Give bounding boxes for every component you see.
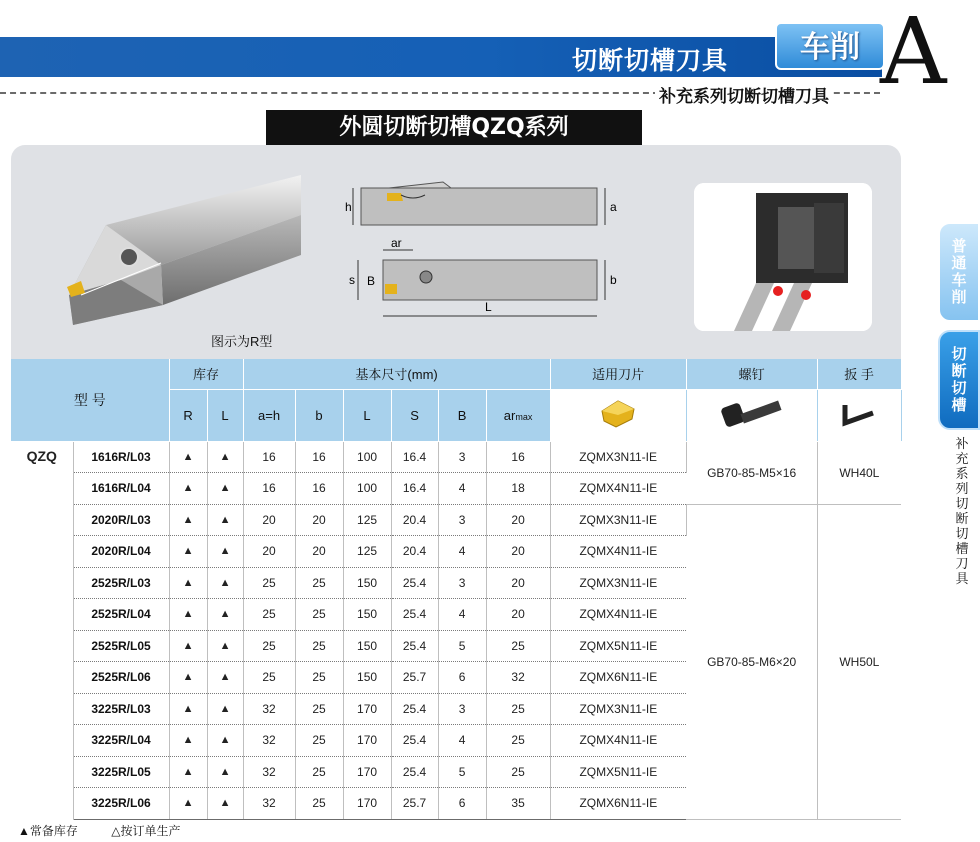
len-cell: 170 — [343, 693, 391, 725]
header-ar-sub: max — [515, 411, 533, 422]
L-cell: ▲ — [207, 599, 243, 631]
dim-L: L — [485, 300, 492, 314]
L-cell: ▲ — [207, 504, 243, 536]
ar-cell: 20 — [486, 599, 550, 631]
header-screw: 螺钉 — [686, 359, 817, 389]
header-R: R — [169, 389, 207, 441]
header-model: 型 号 — [11, 359, 169, 441]
tab-general-turning-label: 普通车削 — [951, 237, 967, 306]
header-L: L — [207, 389, 243, 441]
header-stock: 库存 — [169, 359, 243, 389]
model-code-cell: 3225R/L04 — [73, 725, 169, 757]
model-code-cell: 1616R/L03 — [73, 441, 169, 473]
ar-cell: 35 — [486, 788, 550, 820]
legend — [18, 822, 210, 839]
B-cell: 4 — [438, 599, 486, 631]
b-cell: 25 — [295, 662, 343, 694]
R-cell: ▲ — [169, 788, 207, 820]
S-cell: 20.4 — [391, 504, 438, 536]
S-cell: 25.4 — [391, 725, 438, 757]
insert-icon — [598, 397, 638, 431]
insert-cell: ZQMX5N11-IE — [550, 756, 686, 788]
side-vertical-label: 补充系列切断切槽刀具 — [955, 436, 969, 586]
tab-parting-grooving[interactable] — [938, 330, 980, 430]
len-cell: 170 — [343, 725, 391, 757]
insert-cell: ZQMX5N11-IE — [550, 630, 686, 662]
B-cell: 5 — [438, 630, 486, 662]
L-cell: ▲ — [207, 473, 243, 505]
screw-cell: GB70-85-M6×20 — [686, 504, 817, 819]
ar-cell: 32 — [486, 662, 550, 694]
ar-cell: 18 — [486, 473, 550, 505]
len-cell: 100 — [343, 473, 391, 505]
tab-parting-grooving-label: 切断切槽 — [951, 345, 967, 414]
header-title: 切断切槽刀具 — [572, 46, 729, 75]
ah-cell: 32 — [243, 725, 295, 757]
insert-cell: ZQMX6N11-IE — [550, 788, 686, 820]
L-cell: ▲ — [207, 441, 243, 473]
ar-cell: 20 — [486, 567, 550, 599]
section-title: 外圆切断切槽QZQ系列 — [266, 110, 642, 146]
L-cell: ▲ — [207, 567, 243, 599]
len-cell: 170 — [343, 756, 391, 788]
table-row — [11, 504, 901, 536]
b-cell: 20 — [295, 536, 343, 568]
R-cell: ▲ — [169, 662, 207, 694]
L-cell: ▲ — [207, 630, 243, 662]
ah-cell: 25 — [243, 567, 295, 599]
insert-image-cell — [550, 389, 686, 441]
ah-cell: 20 — [243, 536, 295, 568]
model-code-cell: 2525R/L05 — [73, 630, 169, 662]
len-cell: 150 — [343, 630, 391, 662]
screw-cell: GB70-85-M5×16 — [686, 441, 817, 504]
b-cell: 25 — [295, 630, 343, 662]
S-cell: 25.7 — [391, 662, 438, 694]
dim-B: B — [367, 274, 376, 288]
dim-b: b — [610, 273, 617, 287]
L-cell: ▲ — [207, 725, 243, 757]
ar-cell: 20 — [486, 504, 550, 536]
series-cell: QZQ — [11, 441, 73, 819]
ah-cell: 25 — [243, 599, 295, 631]
len-cell: 100 — [343, 441, 391, 473]
header-S: S — [391, 389, 438, 441]
S-cell: 20.4 — [391, 536, 438, 568]
wrench-cell: WH50L — [817, 504, 901, 819]
R-cell: ▲ — [169, 504, 207, 536]
ar-cell: 25 — [486, 756, 550, 788]
S-cell: 16.4 — [391, 473, 438, 505]
screw-image-cell — [686, 389, 817, 441]
insert-cell: ZQMX3N11-IE — [550, 441, 686, 473]
len-cell: 125 — [343, 504, 391, 536]
insert-cell: ZQMX4N11-IE — [550, 725, 686, 757]
b-cell: 25 — [295, 756, 343, 788]
header-ar-max — [486, 389, 550, 441]
model-code-cell: 3225R/L05 — [73, 756, 169, 788]
B-cell: 4 — [438, 536, 486, 568]
b-cell: 16 — [295, 473, 343, 505]
B-cell: 6 — [438, 662, 486, 694]
ah-cell: 32 — [243, 788, 295, 820]
illustration-panel — [11, 145, 901, 359]
ar-cell: 25 — [486, 693, 550, 725]
header-letter: A — [880, 0, 947, 105]
len-cell: 150 — [343, 567, 391, 599]
ar-cell: 20 — [486, 536, 550, 568]
header-band — [0, 37, 882, 77]
table-body — [11, 441, 901, 819]
illustration-caption: 图示为R型 — [211, 334, 273, 349]
B-cell: 3 — [438, 567, 486, 599]
dim-h: h — [345, 200, 352, 214]
header-subtitle: 补充系列切断切槽刀具 — [655, 82, 833, 107]
b-cell: 25 — [295, 725, 343, 757]
S-cell: 25.4 — [391, 599, 438, 631]
b-cell: 25 — [295, 788, 343, 820]
header-badge: 车削 — [775, 22, 885, 70]
b-cell: 16 — [295, 441, 343, 473]
B-cell: 4 — [438, 725, 486, 757]
R-cell: ▲ — [169, 599, 207, 631]
model-code-cell: 3225R/L06 — [73, 788, 169, 820]
B-cell: 3 — [438, 504, 486, 536]
S-cell: 25.4 — [391, 567, 438, 599]
model-code-cell: 2525R/L03 — [73, 567, 169, 599]
insert-cell: ZQMX3N11-IE — [550, 693, 686, 725]
dimension-drawing — [323, 171, 628, 341]
tab-general-turning[interactable] — [938, 222, 980, 322]
header-dimensions: 基本尺寸(mm) — [243, 359, 550, 389]
len-cell: 150 — [343, 599, 391, 631]
wrench-image-cell — [817, 389, 901, 441]
R-cell: ▲ — [169, 473, 207, 505]
model-code-cell: 2020R/L04 — [73, 536, 169, 568]
header-wrench: 扳 手 — [817, 359, 901, 389]
header-b: b — [295, 389, 343, 441]
header-length: L — [343, 389, 391, 441]
S-cell: 16.4 — [391, 441, 438, 473]
model-code-cell: 2525R/L04 — [73, 599, 169, 631]
b-cell: 20 — [295, 504, 343, 536]
S-cell: 25.4 — [391, 693, 438, 725]
insert-cell: ZQMX4N11-IE — [550, 473, 686, 505]
ah-cell: 25 — [243, 630, 295, 662]
B-cell: 3 — [438, 441, 486, 473]
len-cell: 150 — [343, 662, 391, 694]
ar-cell: 25 — [486, 630, 550, 662]
dim-ar: ar — [391, 236, 402, 250]
S-cell: 25.4 — [391, 630, 438, 662]
cutting-process-photo — [694, 183, 872, 331]
R-cell: ▲ — [169, 536, 207, 568]
header-a-h: a=h — [243, 389, 295, 441]
b-cell: 25 — [295, 693, 343, 725]
B-cell: 4 — [438, 473, 486, 505]
ah-cell: 20 — [243, 504, 295, 536]
insert-cell: ZQMX3N11-IE — [550, 504, 686, 536]
S-cell: 25.4 — [391, 756, 438, 788]
legend-order: △按订单生产 — [111, 824, 181, 838]
b-cell: 25 — [295, 567, 343, 599]
ah-cell: 32 — [243, 756, 295, 788]
screw-icon — [717, 397, 787, 431]
product-table — [11, 359, 902, 820]
B-cell: 5 — [438, 756, 486, 788]
R-cell: ▲ — [169, 630, 207, 662]
R-cell: ▲ — [169, 725, 207, 757]
ah-cell: 16 — [243, 473, 295, 505]
wrench-icon — [839, 397, 879, 431]
R-cell: ▲ — [169, 756, 207, 788]
L-cell: ▲ — [207, 693, 243, 725]
model-code-cell: 3225R/L03 — [73, 693, 169, 725]
ar-cell: 16 — [486, 441, 550, 473]
insert-cell: ZQMX4N11-IE — [550, 599, 686, 631]
insert-cell: ZQMX6N11-IE — [550, 662, 686, 694]
B-cell: 3 — [438, 693, 486, 725]
wrench-cell: WH40L — [817, 441, 901, 504]
b-cell: 25 — [295, 599, 343, 631]
model-code-cell: 1616R/L04 — [73, 473, 169, 505]
L-cell: ▲ — [207, 788, 243, 820]
S-cell: 25.7 — [391, 788, 438, 820]
header-ar: ar — [503, 407, 516, 423]
ah-cell: 16 — [243, 441, 295, 473]
insert-cell: ZQMX4N11-IE — [550, 536, 686, 568]
tool-holder-photo — [11, 145, 301, 359]
insert-cell: ZQMX3N11-IE — [550, 567, 686, 599]
model-code-cell: 2020R/L03 — [73, 504, 169, 536]
R-cell: ▲ — [169, 441, 207, 473]
legend-stock: ▲常备库存 — [18, 824, 78, 838]
dim-a: a — [610, 200, 617, 214]
table-row — [11, 441, 901, 473]
len-cell: 170 — [343, 788, 391, 820]
R-cell: ▲ — [169, 567, 207, 599]
ar-cell: 25 — [486, 725, 550, 757]
dim-s: s — [349, 273, 355, 287]
header-B: B — [438, 389, 486, 441]
L-cell: ▲ — [207, 662, 243, 694]
R-cell: ▲ — [169, 693, 207, 725]
model-code-cell: 2525R/L06 — [73, 662, 169, 694]
L-cell: ▲ — [207, 756, 243, 788]
L-cell: ▲ — [207, 536, 243, 568]
header-insert: 适用刀片 — [550, 359, 686, 389]
B-cell: 6 — [438, 788, 486, 820]
ah-cell: 32 — [243, 693, 295, 725]
len-cell: 125 — [343, 536, 391, 568]
ah-cell: 25 — [243, 662, 295, 694]
